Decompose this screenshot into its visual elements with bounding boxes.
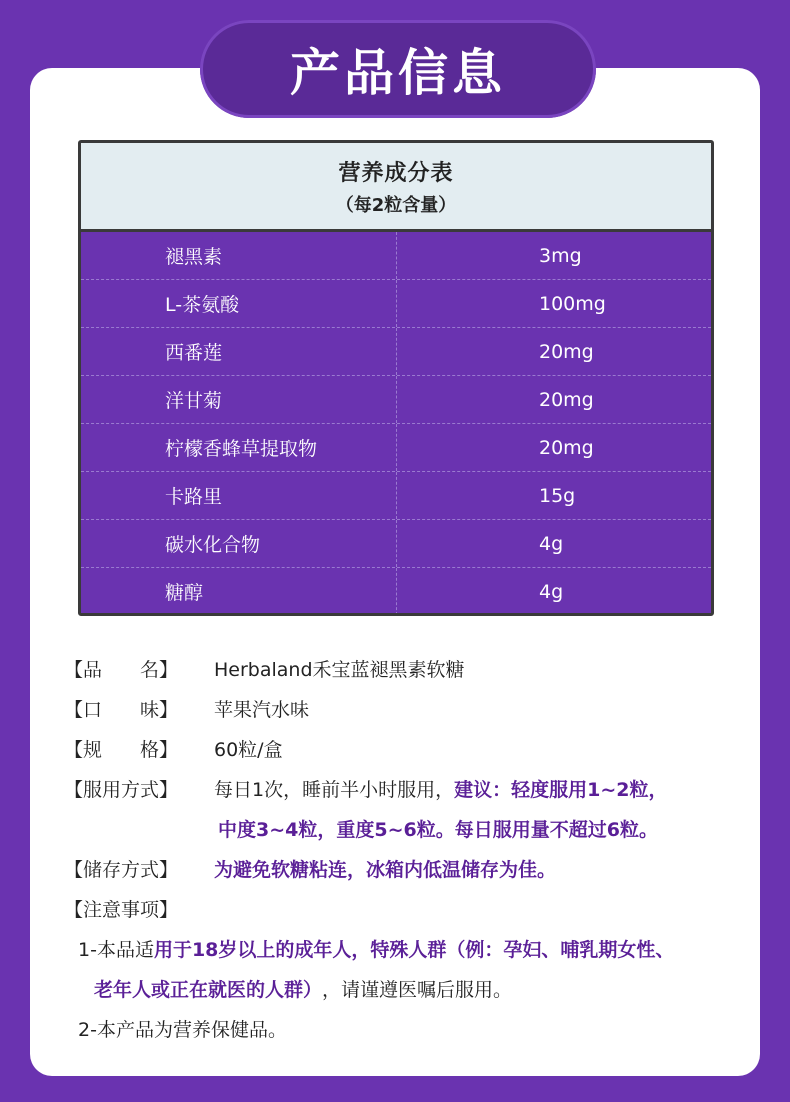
table-row xyxy=(81,376,711,424)
note-1-highlight: 用于18岁以上的成年人，特殊人群（例：孕妇、哺乳期女性、 xyxy=(153,938,675,961)
ingredient-amount: 3mg xyxy=(539,244,582,267)
taste-label: 【口 味】 xyxy=(64,698,179,721)
table-row xyxy=(81,472,711,520)
ingredient-amount: 20mg xyxy=(539,340,594,363)
nutrition-table-subtitle: （每2粒含量） xyxy=(335,194,457,216)
note-1-highlight-cont: 老年人或正在就医的人群） xyxy=(94,978,323,1001)
ingredient-amount: 100mg xyxy=(539,292,606,315)
spec-value: 60粒/盒 xyxy=(214,738,283,761)
storage-label: 【储存方式】 xyxy=(64,858,179,881)
ingredient-amount: 20mg xyxy=(539,388,594,411)
ingredient-name: 柠檬香蜂草提取物 xyxy=(81,424,397,471)
ingredient-name: 褪黑素 xyxy=(81,232,397,279)
ingredient-name: 西番莲 xyxy=(81,328,397,375)
ingredient-amount: 15g xyxy=(539,484,576,507)
nutrition-table xyxy=(78,140,714,616)
info-row-storage xyxy=(64,848,764,888)
ingredient-amount: 20mg xyxy=(539,436,594,459)
note-2 xyxy=(64,1008,764,1048)
info-row-usage-cont xyxy=(64,808,764,848)
spec-label: 【规 格】 xyxy=(64,738,179,761)
ingredient-name: 洋甘菊 xyxy=(81,376,397,423)
usage-value: 每日1次，睡前半小时服用， xyxy=(214,778,455,801)
info-row-usage xyxy=(64,768,764,808)
taste-value: 苹果汽水味 xyxy=(214,698,310,721)
storage-value: 为避免软糖粘连，冰箱内低温储存为佳。 xyxy=(214,858,557,881)
usage-label: 【服用方式】 xyxy=(64,778,179,801)
info-row-spec xyxy=(64,728,764,768)
notes-label: 【注意事项】 xyxy=(64,898,179,921)
name-value: Herbaland禾宝蓝褪黑素软糖 xyxy=(214,658,465,681)
table-row xyxy=(81,328,711,376)
table-row xyxy=(81,280,711,328)
name-label: 【品 名】 xyxy=(64,658,179,681)
ingredient-amount: 4g xyxy=(539,532,564,555)
page-title: 产品信息 xyxy=(200,20,596,118)
usage-dosage: 中度3~4粒，重度5~6粒。每日服用量不超过6粒。 xyxy=(218,818,658,841)
nutrition-rows xyxy=(81,232,711,615)
note-1-prefix: 1-本品适 xyxy=(78,938,154,961)
info-row-notes xyxy=(64,888,764,928)
note-2-text: 2-本产品为营养保健品。 xyxy=(78,1018,287,1041)
note-1-cont xyxy=(64,968,764,1008)
note-1 xyxy=(64,928,764,968)
product-info xyxy=(64,648,764,1048)
table-row xyxy=(81,424,711,472)
table-row xyxy=(81,568,711,615)
info-row-name xyxy=(64,648,764,688)
ingredient-name: L-茶氨酸 xyxy=(81,280,397,327)
ingredient-name: 糖醇 xyxy=(81,568,397,615)
nutrition-table-title: 营养成分表 xyxy=(338,160,454,186)
usage-advice: 建议：轻度服用1~2粒， xyxy=(454,778,668,801)
ingredient-amount: 4g xyxy=(539,580,564,603)
table-row xyxy=(81,232,711,280)
info-row-taste xyxy=(64,688,764,728)
table-row xyxy=(81,520,711,568)
ingredient-name: 卡路里 xyxy=(81,472,397,519)
nutrition-table-header xyxy=(81,143,711,232)
note-1-suffix: ，请谨遵医嘱后服用。 xyxy=(322,978,513,1001)
ingredient-name: 碳水化合物 xyxy=(81,520,397,567)
